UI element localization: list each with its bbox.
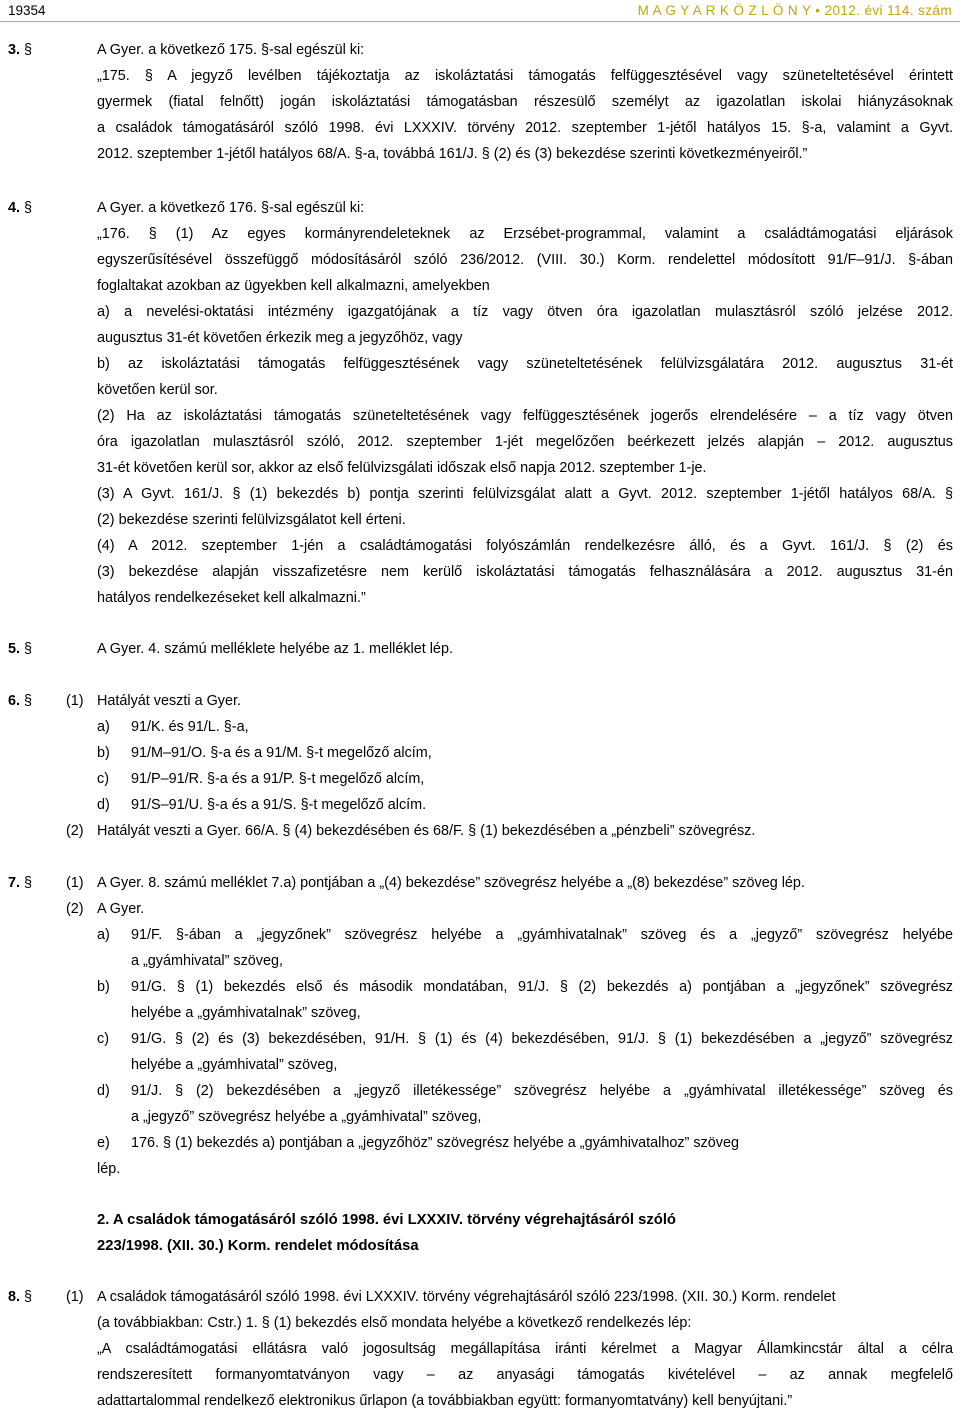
section-7-para-1-text: A Gyer. 8. számú melléklet 7.a) pontjában a „(4) bekezdése” szövegrész helyébe a „(8) bekezdése” szöveg lép. <box>97 875 805 891</box>
header-rule <box>0 21 960 22</box>
section-4-line: 31-ét követően kerül sor, akkor az első felülvizsgálati időszak első napja 2012. szeptember 1-je. <box>97 460 707 476</box>
section-4-line: (2) bekezdése szerinti felülvizsgálatot kell érteni. <box>97 512 406 528</box>
chapter-title-line-1: 2. A családok támogatásáról szóló 1998. évi LXXXIV. törvény végrehajtásáról szóló <box>97 1212 676 1228</box>
section-8-sign: § <box>24 1289 33 1305</box>
section-4-number: 4. <box>8 200 21 216</box>
section-5-sign: § <box>24 641 33 657</box>
section-8-line: „A családtámogatási ellátásra való jogosultság megállapítása iránti kérelmet a Magyar Államkincstár által a célra <box>97 1341 953 1357</box>
section-4-line: óra igazolatlan mulasztásról szóló, 2012. szeptember 1-jét megelőzően beérkezett jelzés alapján – 2012. augusztus <box>97 434 953 450</box>
section-6-para-2-text: Hatályát veszti a Gyer. 66/A. § (4) bekezdésében és 68/F. § (1) bekezdésében a „pénzbeli” szövegrész. <box>97 823 756 839</box>
section-6-para-1-label: (1) <box>66 693 84 709</box>
section-8-line: (a továbbiakban: Cstr.) 1. § (1) bekezdés első mondata helyébe a következő rendelkezés lép: <box>97 1315 692 1331</box>
section-4-line: augusztus 31-ét követően érkezik meg a jegyzőhöz, vagy <box>97 330 463 346</box>
section-6-item-label: b) <box>97 745 110 761</box>
section-6-para-1-text: Hatályát veszti a Gyer. <box>97 693 241 709</box>
section-7-closing: lép. <box>97 1161 121 1177</box>
section-4-sign: § <box>24 200 33 216</box>
section-7-item-line: a „jegyző” szövegrész helyébe a „gyámhivatal” szöveg, <box>131 1109 482 1125</box>
section-7-item-line: 176. § (1) bekezdés a) pontjában a „jegyzőhöz” szövegrész helyébe a „gyámhivatalhoz” szöveg <box>131 1135 739 1151</box>
section-7-number: 7. <box>8 875 21 891</box>
section-7-item-line: helyébe a „gyámhivatal” szöveg, <box>131 1057 338 1073</box>
section-7-item-line: 91/G. § (1) bekezdés első és második mondatában, 91/J. § (2) bekezdés a) pontjában a „jegyzőnek” szövegrész <box>131 979 953 995</box>
section-4-intro: A Gyer. a következő 176. §-sal egészül ki: <box>97 200 365 216</box>
section-7-item-label: c) <box>97 1031 109 1047</box>
section-4-line: b) az iskoláztatási támogatás felfüggesztésének vagy szüneteltetésének felülvizsgálatára 2012. augusztus 31-ét <box>97 356 953 372</box>
section-7-item-label: b) <box>97 979 110 995</box>
section-4-line: (3) A Gyvt. 161/J. § (1) bekezdés b) pontja szerinti felülvizsgálat alatt a Gyvt. 2012. szeptember 1-jétől hatályos 68/A. § <box>97 486 953 502</box>
journal-title: M A G Y A R K Ö Z L Ö N Y • 2012. évi 114. szám <box>637 3 952 18</box>
section-7-item-label: d) <box>97 1083 110 1099</box>
section-8-line: A családok támogatásáról szóló 1998. évi LXXXIV. törvény végrehajtásáról szóló 223/1998. (XII. 30.) Korm. rendelet <box>97 1289 836 1305</box>
section-6-item-text: 91/S–91/U. §-a és a 91/S. §-t megelőző alcím. <box>131 797 427 813</box>
section-8-line: rendszeresített formanyomtatványon vagy – az anyasági támogatás kivételével – az annak megfelelő <box>97 1367 953 1383</box>
section-4-line: követően kerül sor. <box>97 382 218 398</box>
page-number: 19354 <box>8 3 46 18</box>
section-4-line: (4) A 2012. szeptember 1-jén a családtámogatási folyószámlán rendelkezésre álló, és a Gyvt. 161/J. § (2) és <box>97 538 953 554</box>
section-3-line: 2012. szeptember 1-jétől hatályos 68/A. §-a, továbbá 161/J. § (2) és (3) bekezdése szerinti következményeiről.” <box>97 146 808 162</box>
section-4-line: egyszerűsítésével összefüggő módosításáról szóló 236/2012. (VIII. 30.) Korm. rendelettel módosított 91/F–91/J. §-ában <box>97 252 953 268</box>
section-7-item-line: 91/F. §-ában a „jegyzőnek” szövegrész helyébe a „gyámhivatalnak” szöveg és a „jegyző” szövegrész helyébe <box>131 927 953 943</box>
section-7-item-line: a „gyámhivatal” szöveg, <box>131 953 283 969</box>
section-3-sign: § <box>24 42 33 58</box>
section-8-para-1-label: (1) <box>66 1289 84 1305</box>
section-8-number: 8. <box>8 1289 21 1305</box>
section-4-line: foglaltakat azokban az ügyekben kell alkalmazni, amelyekben <box>97 278 490 294</box>
section-4-line: hatályos rendelkezéseket kell alkalmazni.” <box>97 590 366 606</box>
section-6-item-label: a) <box>97 719 110 735</box>
chapter-title-line-2: 223/1998. (XII. 30.) Korm. rendelet módosítása <box>97 1238 419 1254</box>
section-3-number: 3. <box>8 42 21 58</box>
section-6-item-label: c) <box>97 771 109 787</box>
section-7-item-line: 91/J. § (2) bekezdésében a „jegyző illetékessége” szövegrész helyébe a „gyámhivatal illetékessége” szöveg és <box>131 1083 953 1099</box>
section-8-line: adattartalommal rendelkező elektronikus űrlapon (a továbbiakban együtt: formanyomtatvány) kell benyújtani.” <box>97 1393 793 1409</box>
section-7-item-line: helyébe a „gyámhivatalnak” szöveg, <box>131 1005 361 1021</box>
section-3-line: „175. § A jegyző levélben tájékoztatja az iskoláztatási támogatás felfüggesztésével vagy szüneteltetésével érintett <box>97 68 953 84</box>
section-4-line: (3) bekezdése alapján visszafizetésre nem kerülő iskoláztatási támogatás felhasználására a 2012. augusztus 31-én <box>97 564 953 580</box>
section-6-para-2-label: (2) <box>66 823 84 839</box>
section-7-item-label: e) <box>97 1135 110 1151</box>
section-6-item-text: 91/M–91/O. §-a és a 91/M. §-t megelőző alcím, <box>131 745 432 761</box>
section-6-number: 6. <box>8 693 21 709</box>
section-6-item-text: 91/K. és 91/L. §-a, <box>131 719 249 735</box>
section-4-line: „176. § (1) Az egyes kormányrendeleteknek az Erzsébet-programmal, valamint a családtámogatási eljárások <box>97 226 953 242</box>
section-5-text: A Gyer. 4. számú melléklete helyébe az 1. melléklet lép. <box>97 641 453 657</box>
section-7-para-2-text: A Gyer. <box>97 901 145 917</box>
section-3-intro: A Gyer. a következő 175. §-sal egészül ki: <box>97 42 365 58</box>
section-3-line: a családok támogatásáról szóló 1998. évi LXXXIV. törvény 2012. szeptember 1-jétől hatályos 15. §-a, valamint a Gyvt. <box>97 120 953 136</box>
section-7-item-label: a) <box>97 927 110 943</box>
section-6-item-label: d) <box>97 797 110 813</box>
section-4-line: (2) Ha az iskoláztatási támogatás szüneteltetésének vagy felfüggesztésének jogerős elrendelésére – a tíz vagy ötven <box>97 408 953 424</box>
section-3-line: gyermek (fiatal felnőtt) jogán iskoláztatási támogatásban részesülő személyt az igazolatlan iskolai hiányzásoknak <box>97 94 953 110</box>
section-7-sign: § <box>24 875 33 891</box>
section-6-item-text: 91/P–91/R. §-a és a 91/P. §-t megelőző alcím, <box>131 771 425 787</box>
section-7-para-1-label: (1) <box>66 875 84 891</box>
section-4-line: a) a nevelési-oktatási intézmény igazgatójának a tíz vagy ötven óra igazolatlan mulasztásról szóló jelzése 2012. <box>97 304 953 320</box>
section-5-number: 5. <box>8 641 21 657</box>
section-7-item-line: 91/G. § (2) és (3) bekezdésében, 91/H. § (1) és (4) bekezdésében, 91/J. § (1) bekezdésében a „jegyző” szövegrész <box>131 1031 953 1047</box>
section-7-para-2-label: (2) <box>66 901 84 917</box>
section-6-sign: § <box>24 693 33 709</box>
